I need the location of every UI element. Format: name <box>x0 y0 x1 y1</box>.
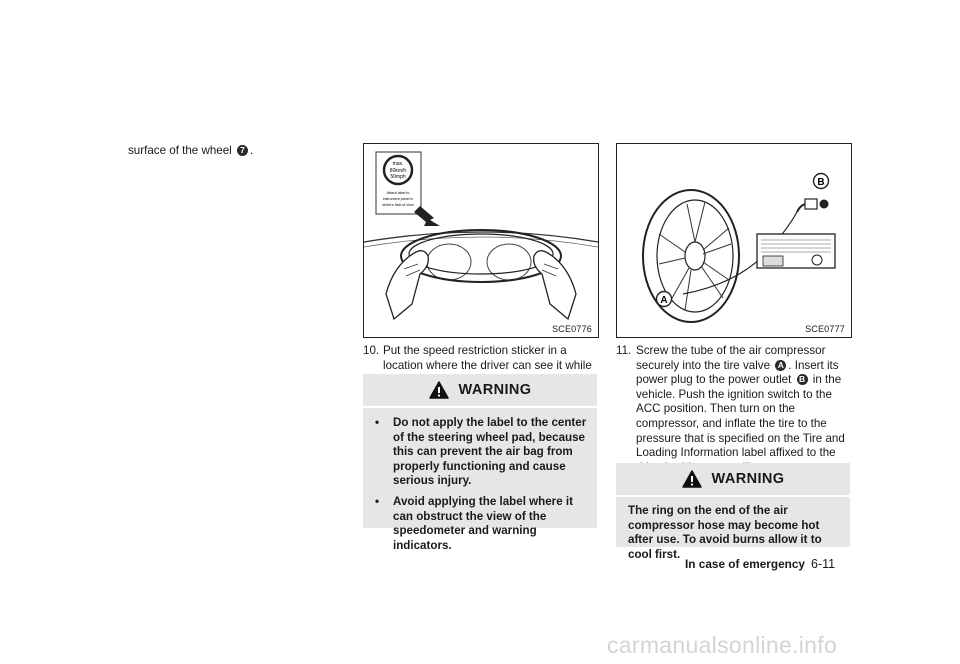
sticker-caption-3: driver's field of view <box>382 203 414 207</box>
watermark: carmanualsonline.info <box>607 632 838 658</box>
sticker-text-1: max. <box>392 161 404 167</box>
sticker-text-2: 80km/h <box>389 168 407 174</box>
warning-title: WARNING <box>458 382 532 398</box>
sticker-caption-1: Attach label to <box>386 191 410 195</box>
warning-body <box>363 408 597 569</box>
step-11 <box>616 344 856 475</box>
continued-text: surface of the wheel 7 . <box>128 144 254 157</box>
warning-triangle-icon <box>682 470 702 488</box>
tire-compressor-illustration <box>617 144 851 337</box>
step-text: Screw the tube of the air compressor securely into the tire valve A . Insert its power plug to the power outlet B in the vehicle. Push the ignition switch to the ACC position. Then turn on the compressor, and inflate the tire to the pressure that is specified on the Tire and Loading Information label affixed to the <box>636 344 845 460</box>
sticker-caption-2: instrument panel in <box>382 197 414 201</box>
warning-bullet: • Avoid applying the label where it can obstruct the view of the speedometer and warning indicators. <box>375 494 573 552</box>
figure-code: SCE0776 <box>552 324 592 334</box>
warning-body: The ring on the end of the air compressor hose may become hot after use. To avoid burns allow it to cool first. <box>628 504 822 561</box>
reference-b: B <box>797 374 808 385</box>
section-title: In case of emergency <box>685 557 805 571</box>
sticker-text-3: 50mph <box>390 174 406 180</box>
page-footer <box>685 557 835 571</box>
warning-box-2 <box>616 463 850 561</box>
page-number: 6-11 <box>811 557 836 571</box>
callout-b: B <box>817 177 825 188</box>
reference-number-7: 7 <box>237 145 248 156</box>
warning-box-1 <box>363 374 597 552</box>
reference-a: A <box>775 360 786 371</box>
callout-a: A <box>660 295 668 306</box>
warning-bullet: • Do not apply the label to the center of the steering wheel pad, because this can prevent the air bag from properly functioning and cause serious injury. <box>375 416 587 488</box>
steering-wheel-illustration <box>364 144 598 337</box>
step-number: 10. <box>363 344 380 357</box>
step-number: 11. <box>616 344 632 357</box>
figure-code: SCE0777 <box>805 324 845 334</box>
warning-title: WARNING <box>711 471 785 487</box>
step-text: Put the speed restriction sticker in a location where the driver can see it while <box>383 344 592 372</box>
figure-speed-sticker <box>363 143 599 338</box>
figure-tire-compressor <box>616 143 852 338</box>
warning-triangle-icon <box>429 381 449 399</box>
warning-header <box>363 374 597 408</box>
warning-header <box>616 463 850 497</box>
